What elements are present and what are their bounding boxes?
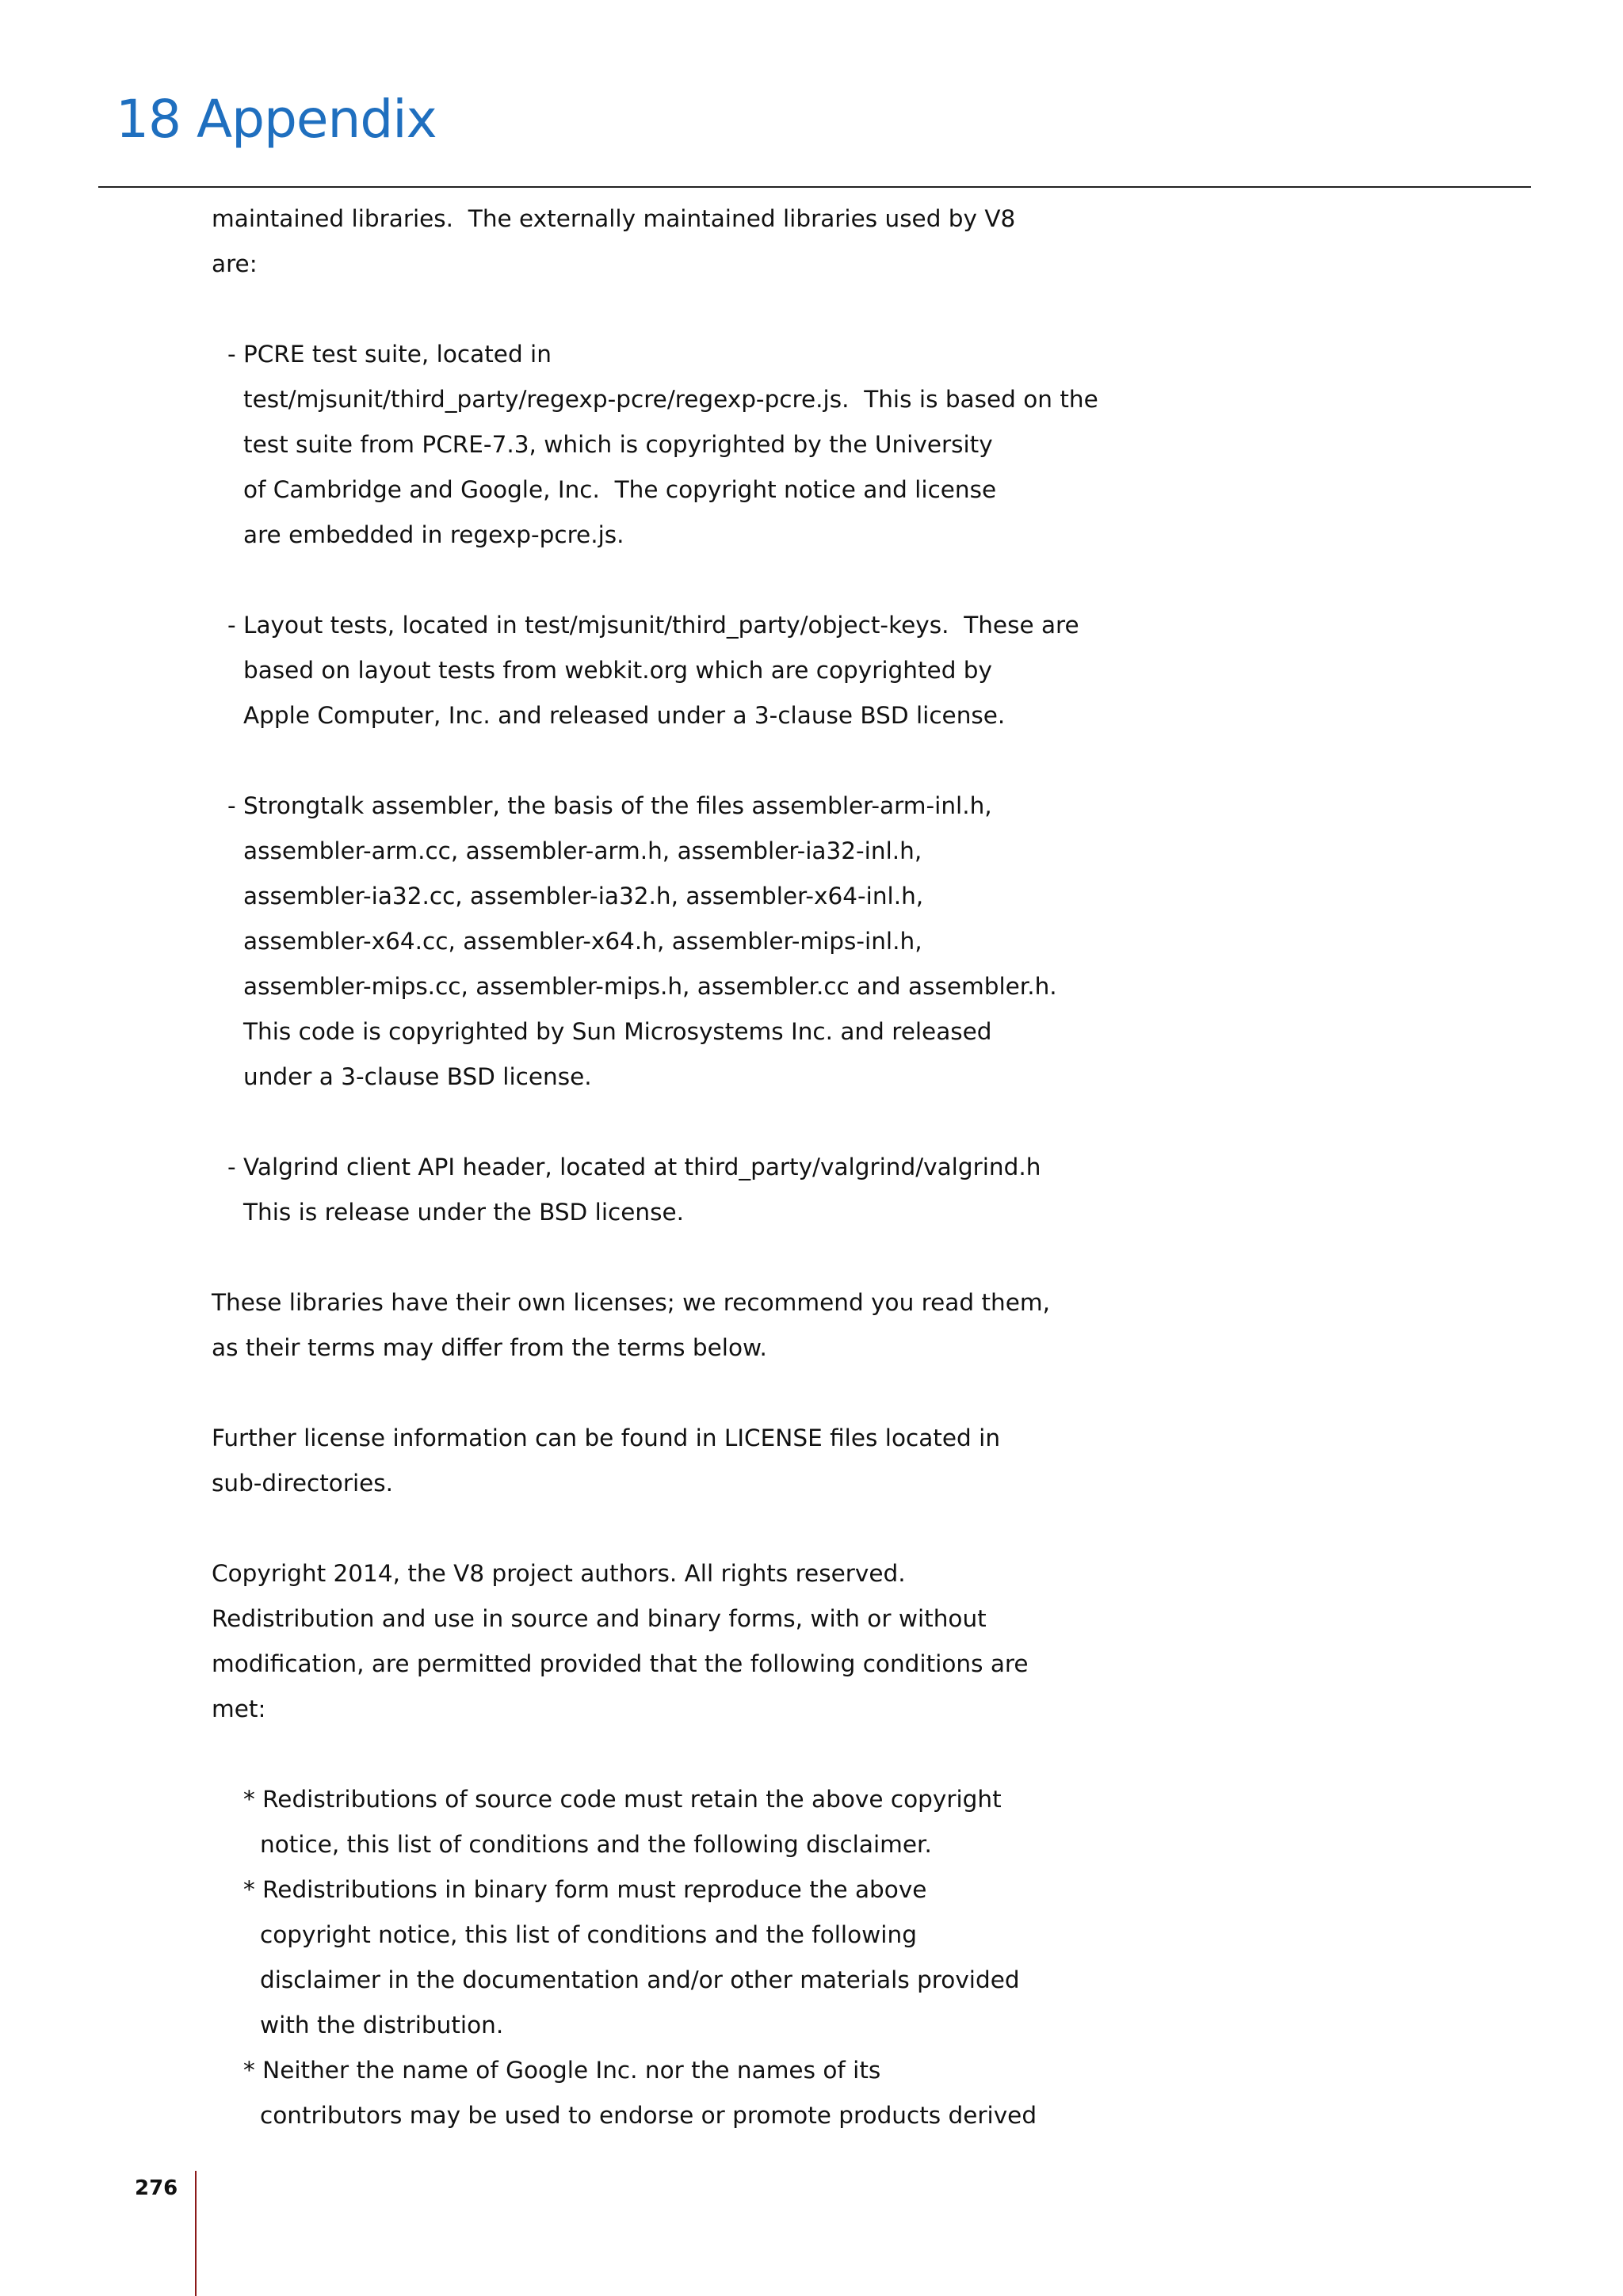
text-line: copyright notice, this list of conditions and the following (260, 1921, 917, 1948)
text-line: are embedded in regexp-pcre.js. (243, 521, 624, 548)
text-line: * Redistributions of source code must retain the above copyright (243, 1786, 1002, 1813)
text-line: under a 3-clause BSD license. (243, 1063, 592, 1090)
text-line: Apple Computer, Inc. and released under a 3-clause BSD license. (243, 702, 1006, 729)
blank-line (0, 738, 1623, 784)
text-line: These libraries have their own licenses; we recommend you read them, (212, 1289, 1050, 1316)
text-line: assembler-ia32.cc, assembler-ia32.h, assembler-x64-inl.h, (243, 883, 924, 910)
text-line: This code is copyrighted by Sun Microsystems Inc. and released (243, 1018, 992, 1045)
text-line: modification, are permitted provided that the following conditions are (212, 1650, 1029, 1677)
blank-line (0, 287, 1623, 332)
text-line: notice, this list of conditions and the following disclaimer. (260, 1831, 932, 1858)
text-line: contributors may be used to endorse or promote products derived (260, 2102, 1037, 2129)
text-line: as their terms may differ from the terms below. (212, 1334, 767, 1361)
chapter-title: 18 Appendix (116, 89, 437, 150)
text-line: assembler-arm.cc, assembler-arm.h, assembler-ia32-inl.h, (243, 837, 922, 864)
blank-line (0, 1732, 1623, 1777)
text-line: * Neither the name of Google Inc. nor the names of its (243, 2057, 881, 2084)
text-line: are: (212, 250, 258, 277)
license-text-body (0, 196, 1623, 2138)
text-line: * Redistributions in binary form must reproduce the above (243, 1876, 927, 1903)
text-line: Copyright 2014, the V8 project authors. All rights reserved. (212, 1560, 906, 1587)
title-divider (98, 186, 1531, 188)
page-number-divider (195, 2171, 197, 2296)
page-number: 276 (135, 2176, 178, 2200)
text-line: of Cambridge and Google, Inc. The copyright notice and license (243, 476, 997, 503)
text-line: met: (212, 1695, 266, 1722)
text-line: - Valgrind client API header, located at third_party/valgrind/valgrind.h (227, 1154, 1041, 1180)
text-line: assembler-x64.cc, assembler-x64.h, assembler-mips-inl.h, (243, 928, 922, 955)
text-line: test suite from PCRE-7.3, which is copyrighted by the University (243, 431, 993, 458)
text-line: based on layout tests from webkit.org which are copyrighted by (243, 657, 992, 684)
text-line: sub-directories. (212, 1470, 394, 1497)
text-line: Further license information can be found in LICENSE files located in (212, 1425, 1001, 1451)
text-line: - PCRE test suite, located in (227, 341, 552, 368)
text-line: Redistribution and use in source and binary forms, with or without (212, 1605, 987, 1632)
blank-line (0, 1100, 1623, 1145)
blank-line (0, 1235, 1623, 1280)
blank-line (0, 1371, 1623, 1416)
blank-line (0, 1506, 1623, 1551)
text-line: test/mjsunit/third_party/regexp-pcre/regexp-pcre.js. This is based on the (243, 386, 1098, 413)
text-line: disclaimer in the documentation and/or other materials provided (260, 1966, 1020, 1993)
text-line: assembler-mips.cc, assembler-mips.h, assembler.cc and assembler.h. (243, 973, 1057, 1000)
text-line: maintained libraries. The externally maintained libraries used by V8 (212, 205, 1016, 232)
text-line: This is release under the BSD license. (243, 1199, 685, 1226)
text-line: - Strongtalk assembler, the basis of the files assembler-arm-inl.h, (227, 792, 992, 819)
text-line: - Layout tests, located in test/mjsunit/third_party/object-keys. These are (227, 612, 1079, 639)
blank-line (0, 558, 1623, 603)
text-line: with the distribution. (260, 2012, 504, 2039)
